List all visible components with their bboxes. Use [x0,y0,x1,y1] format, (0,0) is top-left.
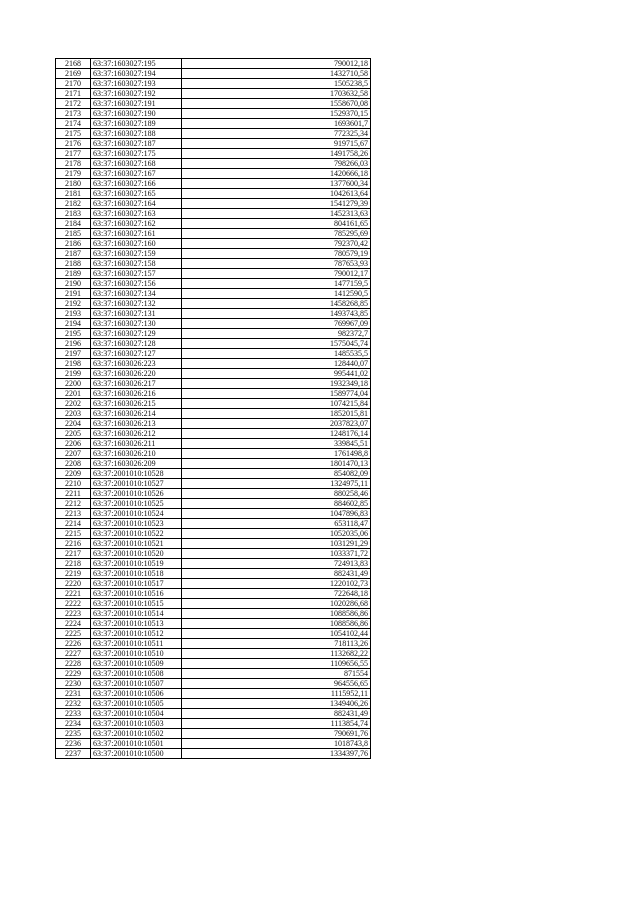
cadastral-number-cell: 63:37:2001010:10506 [91,689,182,699]
table-row [56,699,371,709]
row-number-cell: 2194 [56,319,91,329]
table-row [56,329,371,339]
row-number-cell: 2174 [56,119,91,129]
cadastral-number-cell: 63:37:2001010:10512 [91,629,182,639]
table-row [56,279,371,289]
row-number-cell: 2220 [56,579,91,589]
row-number-cell: 2213 [56,509,91,519]
cadastral-number-cell: 63:37:1603026:210 [91,449,182,459]
table-row [56,219,371,229]
row-number-cell: 2186 [56,239,91,249]
cadastral-number-cell: 63:37:1603027:161 [91,229,182,239]
row-number-cell: 2234 [56,719,91,729]
value-cell: 1529370,15 [182,109,371,119]
row-number-cell: 2171 [56,89,91,99]
row-number-cell: 2191 [56,289,91,299]
value-cell: 1932349,18 [182,379,371,389]
value-cell: 804161,65 [182,219,371,229]
table-row [56,369,371,379]
table-row [56,429,371,439]
cadastral-number-cell: 63:37:1603027:195 [91,59,182,69]
table-row [56,569,371,579]
value-cell: 919715,67 [182,139,371,149]
table-row [56,169,371,179]
row-number-cell: 2221 [56,589,91,599]
table-row [56,359,371,369]
cadastral-number-cell: 63:37:2001010:10524 [91,509,182,519]
value-cell: 1852015,81 [182,409,371,419]
row-number-cell: 2185 [56,229,91,239]
cadastral-number-cell: 63:37:1603027:129 [91,329,182,339]
row-number-cell: 2233 [56,709,91,719]
cadastral-number-cell: 63:37:2001010:10526 [91,489,182,499]
row-number-cell: 2168 [56,59,91,69]
table-row [56,399,371,409]
cadastral-number-cell: 63:37:1603027:158 [91,259,182,269]
value-cell: 1018743,8 [182,739,371,749]
value-cell: 339845,51 [182,439,371,449]
cadastral-number-cell: 63:37:1603027:175 [91,149,182,159]
cadastral-number-cell: 63:37:1603026:209 [91,459,182,469]
cadastral-number-cell: 63:37:2001010:10504 [91,709,182,719]
cadastral-number-cell: 63:37:2001010:10508 [91,669,182,679]
cadastral-number-cell: 63:37:2001010:10501 [91,739,182,749]
cadastral-number-cell: 63:37:1603027:163 [91,209,182,219]
value-cell: 1377600,34 [182,179,371,189]
cadastral-number-cell: 63:37:1603027:127 [91,349,182,359]
table-row [56,379,371,389]
cadastral-number-cell: 63:37:2001010:10527 [91,479,182,489]
cadastral-number-cell: 63:37:1603027:134 [91,289,182,299]
cadastral-number-cell: 63:37:1603027:157 [91,269,182,279]
row-number-cell: 2189 [56,269,91,279]
value-cell: 798266,03 [182,159,371,169]
cadastral-number-cell: 63:37:1603026:216 [91,389,182,399]
value-cell: 871554 [182,669,371,679]
row-number-cell: 2172 [56,99,91,109]
row-number-cell: 2198 [56,359,91,369]
table-row [56,599,371,609]
value-cell: 792370,42 [182,239,371,249]
row-number-cell: 2235 [56,729,91,739]
value-cell: 1109656,55 [182,659,371,669]
cadastral-number-cell: 63:37:2001010:10516 [91,589,182,599]
cadastral-number-cell: 63:37:2001010:10505 [91,699,182,709]
cadastral-number-cell: 63:37:2001010:10525 [91,499,182,509]
row-number-cell: 2225 [56,629,91,639]
table-row [56,69,371,79]
cadastral-number-cell: 63:37:1603026:213 [91,419,182,429]
row-number-cell: 2212 [56,499,91,509]
row-number-cell: 2187 [56,249,91,259]
cadastral-number-cell: 63:37:1603027:166 [91,179,182,189]
table-row [56,439,371,449]
cadastral-number-cell: 63:37:2001010:10520 [91,549,182,559]
value-cell: 1432710,58 [182,69,371,79]
table-row [56,619,371,629]
table-row [56,129,371,139]
table-row [56,389,371,399]
cadastral-number-cell: 63:37:1603026:214 [91,409,182,419]
value-cell: 1703632,58 [182,89,371,99]
cadastral-number-cell: 63:37:1603026:223 [91,359,182,369]
row-number-cell: 2195 [56,329,91,339]
value-cell: 1334397,76 [182,749,371,759]
row-number-cell: 2183 [56,209,91,219]
cadastral-number-cell: 63:37:1603026:211 [91,439,182,449]
cadastral-number-cell: 63:37:2001010:10502 [91,729,182,739]
table-body [56,59,371,759]
value-cell: 1033371,72 [182,549,371,559]
value-cell: 653118,47 [182,519,371,529]
table-row [56,749,371,759]
cadastral-number-cell: 63:37:1603026:217 [91,379,182,389]
table-row [56,179,371,189]
table-row [56,319,371,329]
row-number-cell: 2214 [56,519,91,529]
value-cell: 1132682,22 [182,649,371,659]
value-cell: 1324975,11 [182,479,371,489]
table-row [56,459,371,469]
table-row [56,509,371,519]
value-cell: 884602,85 [182,499,371,509]
value-cell: 1088586,86 [182,619,371,629]
row-number-cell: 2199 [56,369,91,379]
row-number-cell: 2179 [56,169,91,179]
value-cell: 1031291,29 [182,539,371,549]
row-number-cell: 2230 [56,679,91,689]
table-row [56,639,371,649]
table-row [56,309,371,319]
row-number-cell: 2192 [56,299,91,309]
value-cell: 1505238,5 [182,79,371,89]
table-row [56,59,371,69]
table-row [56,109,371,119]
table-row [56,709,371,719]
cadastral-number-cell: 63:37:1603027:191 [91,99,182,109]
table-row [56,139,371,149]
value-cell: 1054102,44 [182,629,371,639]
row-number-cell: 2215 [56,529,91,539]
row-number-cell: 2177 [56,149,91,159]
row-number-cell: 2223 [56,609,91,619]
value-cell: 882431,49 [182,709,371,719]
table-row [56,79,371,89]
value-cell: 1458268,85 [182,299,371,309]
value-cell: 1477159,5 [182,279,371,289]
value-cell: 785295,69 [182,229,371,239]
table-row [56,479,371,489]
table-row [56,119,371,129]
cadastral-number-cell: 63:37:1603027:160 [91,239,182,249]
cadastral-number-cell: 63:37:1603027:164 [91,199,182,209]
row-number-cell: 2188 [56,259,91,269]
cadastral-number-cell: 63:37:1603027:128 [91,339,182,349]
cadastral-number-cell: 63:37:1603027:168 [91,159,182,169]
value-cell: 1088586,86 [182,609,371,619]
row-number-cell: 2236 [56,739,91,749]
row-number-cell: 2222 [56,599,91,609]
table-row [56,259,371,269]
cadastral-number-cell: 63:37:1603027:165 [91,189,182,199]
cadastral-number-cell: 63:37:2001010:10510 [91,649,182,659]
value-cell: 1420666,18 [182,169,371,179]
cadastral-number-cell: 63:37:1603027:130 [91,319,182,329]
data-table [55,58,371,759]
value-cell: 1575045,74 [182,339,371,349]
table-row [56,419,371,429]
table-row [56,669,371,679]
row-number-cell: 2181 [56,189,91,199]
value-cell: 1761498,8 [182,449,371,459]
table-row [56,529,371,539]
value-cell: 1248176,14 [182,429,371,439]
row-number-cell: 2232 [56,699,91,709]
cadastral-number-cell: 63:37:1603027:131 [91,309,182,319]
value-cell: 995441,02 [182,369,371,379]
table-row [56,719,371,729]
value-cell: 982372,7 [182,329,371,339]
row-number-cell: 2176 [56,139,91,149]
cadastral-number-cell: 63:37:2001010:10528 [91,469,182,479]
table-row [56,189,371,199]
table-row [56,209,371,219]
table-row [56,729,371,739]
value-cell: 1493743,85 [182,309,371,319]
value-cell: 1115952,11 [182,689,371,699]
table-row [56,609,371,619]
table-row [56,349,371,359]
row-number-cell: 2227 [56,649,91,659]
value-cell: 1047896,83 [182,509,371,519]
row-number-cell: 2219 [56,569,91,579]
value-cell: 1558670,08 [182,99,371,109]
row-number-cell: 2184 [56,219,91,229]
table-row [56,489,371,499]
row-number-cell: 2196 [56,339,91,349]
cadastral-number-cell: 63:37:1603027:189 [91,119,182,129]
value-cell: 722648,18 [182,589,371,599]
row-number-cell: 2217 [56,549,91,559]
cadastral-number-cell: 63:37:2001010:10523 [91,519,182,529]
row-number-cell: 2224 [56,619,91,629]
cadastral-number-cell: 63:37:1603027:192 [91,89,182,99]
row-number-cell: 2175 [56,129,91,139]
table-row [56,229,371,239]
cadastral-number-cell: 63:37:1603027:187 [91,139,182,149]
table-row [56,449,371,459]
value-cell: 787653,93 [182,259,371,269]
row-number-cell: 2190 [56,279,91,289]
table-row [56,149,371,159]
cadastral-number-cell: 63:37:1603027:190 [91,109,182,119]
row-number-cell: 2197 [56,349,91,359]
value-cell: 1541279,39 [182,199,371,209]
table-row [56,269,371,279]
value-cell: 1412590,5 [182,289,371,299]
table-row [56,629,371,639]
value-cell: 1801470,13 [182,459,371,469]
row-number-cell: 2229 [56,669,91,679]
table-row [56,549,371,559]
row-number-cell: 2182 [56,199,91,209]
table-row [56,679,371,689]
table-row [56,579,371,589]
row-number-cell: 2210 [56,479,91,489]
row-number-cell: 2178 [56,159,91,169]
row-number-cell: 2207 [56,449,91,459]
cadastral-number-cell: 63:37:2001010:10518 [91,569,182,579]
table-row [56,649,371,659]
table-row [56,499,371,509]
value-cell: 769967,09 [182,319,371,329]
row-number-cell: 2201 [56,389,91,399]
value-cell: 1074215,84 [182,399,371,409]
value-cell: 718113,26 [182,639,371,649]
row-number-cell: 2226 [56,639,91,649]
value-cell: 1485535,5 [182,349,371,359]
value-cell: 1452313,63 [182,209,371,219]
cadastral-number-cell: 63:37:1603026:215 [91,399,182,409]
table-row [56,159,371,169]
table-row [56,469,371,479]
value-cell: 882431,49 [182,569,371,579]
row-number-cell: 2228 [56,659,91,669]
value-cell: 1693601,7 [182,119,371,129]
table-row [56,519,371,529]
row-number-cell: 2237 [56,749,91,759]
cadastral-number-cell: 63:37:2001010:10509 [91,659,182,669]
row-number-cell: 2180 [56,179,91,189]
cadastral-number-cell: 63:37:1603027:159 [91,249,182,259]
value-cell: 2037823,07 [182,419,371,429]
cadastral-number-cell: 63:37:2001010:10500 [91,749,182,759]
row-number-cell: 2231 [56,689,91,699]
cadastral-number-cell: 63:37:1603027:162 [91,219,182,229]
row-number-cell: 2173 [56,109,91,119]
row-number-cell: 2204 [56,419,91,429]
value-cell: 790691,76 [182,729,371,739]
value-cell: 1349406,26 [182,699,371,709]
table-row [56,409,371,419]
cadastral-number-cell: 63:37:1603026:220 [91,369,182,379]
table-row [56,89,371,99]
value-cell: 1220102,73 [182,579,371,589]
cadastral-number-cell: 63:37:2001010:10514 [91,609,182,619]
row-number-cell: 2200 [56,379,91,389]
row-number-cell: 2206 [56,439,91,449]
value-cell: 880258,46 [182,489,371,499]
row-number-cell: 2170 [56,79,91,89]
value-cell: 780579,19 [182,249,371,259]
value-cell: 1589774,04 [182,389,371,399]
row-number-cell: 2205 [56,429,91,439]
value-cell: 1113854,74 [182,719,371,729]
row-number-cell: 2169 [56,69,91,79]
table-row [56,199,371,209]
value-cell: 964556,65 [182,679,371,689]
row-number-cell: 2218 [56,559,91,569]
value-cell: 1491758,26 [182,149,371,159]
table-row [56,589,371,599]
cadastral-number-cell: 63:37:2001010:10513 [91,619,182,629]
row-number-cell: 2193 [56,309,91,319]
table-row [56,299,371,309]
value-cell: 854082,09 [182,469,371,479]
row-number-cell: 2216 [56,539,91,549]
cadastral-number-cell: 63:37:2001010:10521 [91,539,182,549]
cadastral-number-cell: 63:37:2001010:10507 [91,679,182,689]
table-row [56,539,371,549]
cadastral-number-cell: 63:37:1603027:194 [91,69,182,79]
value-cell: 1042613,64 [182,189,371,199]
cadastral-number-cell: 63:37:2001010:10515 [91,599,182,609]
table-row [56,689,371,699]
cadastral-number-cell: 63:37:1603027:167 [91,169,182,179]
value-cell: 724913,83 [182,559,371,569]
cadastral-number-cell: 63:37:1603027:193 [91,79,182,89]
cadastral-number-cell: 63:37:1603027:156 [91,279,182,289]
row-number-cell: 2211 [56,489,91,499]
table-row [56,99,371,109]
row-number-cell: 2209 [56,469,91,479]
table-row [56,249,371,259]
table-row [56,739,371,749]
cadastral-number-cell: 63:37:2001010:10522 [91,529,182,539]
cadastral-number-cell: 63:37:2001010:10503 [91,719,182,729]
table-row [56,559,371,569]
value-cell: 772325,34 [182,129,371,139]
value-cell: 1052035,06 [182,529,371,539]
row-number-cell: 2203 [56,409,91,419]
value-cell: 1020286,68 [182,599,371,609]
cadastral-number-cell: 63:37:1603026:212 [91,429,182,439]
cadastral-number-cell: 63:37:2001010:10517 [91,579,182,589]
value-cell: 128440,07 [182,359,371,369]
value-cell: 790012,17 [182,269,371,279]
value-cell: 790012,18 [182,59,371,69]
cadastral-number-cell: 63:37:2001010:10519 [91,559,182,569]
row-number-cell: 2202 [56,399,91,409]
table-row [56,339,371,349]
cadastral-number-cell: 63:37:1603027:132 [91,299,182,309]
cadastral-number-cell: 63:37:1603027:188 [91,129,182,139]
table-row [56,659,371,669]
cadastral-number-cell: 63:37:2001010:10511 [91,639,182,649]
table-row [56,239,371,249]
table-row [56,289,371,299]
row-number-cell: 2208 [56,459,91,469]
